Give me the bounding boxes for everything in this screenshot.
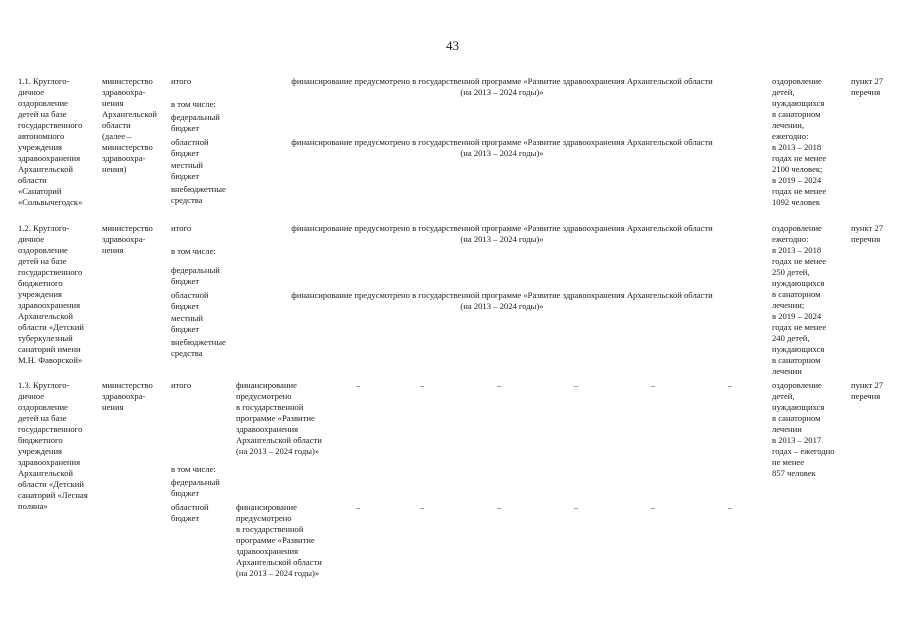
row3-result: оздоровление детей, нуждающихся в санаторном лечении в 2013 – 2017 годах – ежегодно не менее 857 человек: [772, 380, 835, 478]
row3-source-federal: федеральный бюджет: [171, 477, 220, 498]
row2-source-regional: областной бюджет: [171, 290, 209, 311]
row2-source-total: итого: [171, 223, 192, 233]
row2-title: 1.2. Круглого- дичное оздоровление детей на базе государственного бюджетного учреждения здравоохранения Архангельской области «Детский туберкулезный санаторий имени М.Н. Фаворской»: [18, 223, 85, 365]
row1-source-incl: в том числе:: [171, 99, 216, 109]
row2-financing-regional: финансирование предусмотрено в государственной программе «Развитие здравоохранения Архангельской области (на 2013 – 2024 годы)»: [291, 290, 713, 311]
row3-reference: пункт 27 перечня: [851, 380, 884, 401]
row2-source-incl: в том числе:: [171, 246, 216, 256]
row1-financing-regional: финансирование предусмотрено в государственной программе «Развитие здравоохранения Архангельской области (на 2013 – 2024 годы)»: [291, 137, 713, 158]
row2-financing-total: финансирование предусмотрено в государственной программе «Развитие здравоохранения Архангельской области (на 2013 – 2024 годы)»: [291, 223, 713, 244]
row3-regional-dash-1: –: [355, 502, 361, 512]
row2-result: оздоровление ежегодно: в 2013 – 2018 годах не менее 250 детей, нуждающихся в санаторном лечении; в 2019 – 2024 годах не менее 240 детей, нуждающихся в санаторном лечении: [772, 223, 827, 376]
row1-financing-total: финансирование предусмотрено в государственной программе «Развитие здравоохранения Архангельской области (на 2013 – 2024 годы)»: [291, 76, 713, 97]
row3-regional-dash-4: –: [573, 502, 579, 512]
row3-source-total: итого: [171, 380, 192, 390]
row2-source-extra: внебюджетные средства: [171, 337, 226, 358]
row1-reference: пункт 27 перечня: [851, 76, 884, 97]
row1-source-local: местный бюджет: [171, 160, 204, 181]
row3-total-dash-4: –: [573, 380, 579, 390]
row2-executor: министерство здравоохра- нения: [102, 223, 153, 255]
row3-source-incl: в том числе:: [171, 464, 216, 474]
row1-source-federal: федеральный бюджет: [171, 112, 220, 133]
row3-regional-dash-2: –: [419, 502, 425, 512]
row3-title: 1.3. Круглого- дичное оздоровление детей на базе государственного бюджетного учреждения здравоохранения Архангельской области «Детский санаторий «Лесная поляна»: [18, 380, 88, 511]
row3-regional-dash-6: –: [727, 502, 733, 512]
row2-source-local: местный бюджет: [171, 313, 204, 334]
row3-financing-total: финансирование предусмотрено в государственной программе «Развитие здравоохранения Архангельской области (на 2013 – 2024 годы)»: [236, 380, 322, 456]
row3-total-dash-6: –: [727, 380, 733, 390]
row1-result: оздоровление детей, нуждающихся в санаторном лечении, ежегодно: в 2013 – 2018 годах не менее 2100 человек; в 2019 – 2024 годах не менее 1092 человек: [772, 76, 827, 207]
row2-source-federal: федеральный бюджет: [171, 265, 220, 286]
row1-executor: министерство здравоохра- нения Архангельской области (далее – министерство здравоохра- нения): [102, 76, 157, 174]
row1-source-total: итого: [171, 76, 192, 86]
row1-title: 1.1. Круглого- дичное оздоровление детей на базе государственного автономного учреждения здравоохранения Архангельской области «Санаторий «Сольвычегодск»: [18, 76, 83, 207]
row2-reference: пункт 27 перечня: [851, 223, 884, 244]
row3-financing-regional: финансирование предусмотрено в государственной программе «Развитие здравоохранения Архангельской области (на 2013 – 2024 годы)»: [236, 502, 322, 578]
row3-source-regional: областной бюджет: [171, 502, 209, 523]
row3-regional-dash-5: –: [650, 502, 656, 512]
row3-total-dash-5: –: [650, 380, 656, 390]
row1-source-regional: областной бюджет: [171, 137, 209, 158]
page-number: 43: [446, 38, 459, 53]
row3-total-dash-2: –: [419, 380, 425, 390]
row3-total-dash-1: –: [355, 380, 361, 390]
row3-total-dash-3: –: [496, 380, 502, 390]
row3-regional-dash-3: –: [496, 502, 502, 512]
row3-executor: министерство здравоохра- нения: [102, 380, 153, 412]
row1-source-extra: внебюджетные средства: [171, 184, 226, 205]
